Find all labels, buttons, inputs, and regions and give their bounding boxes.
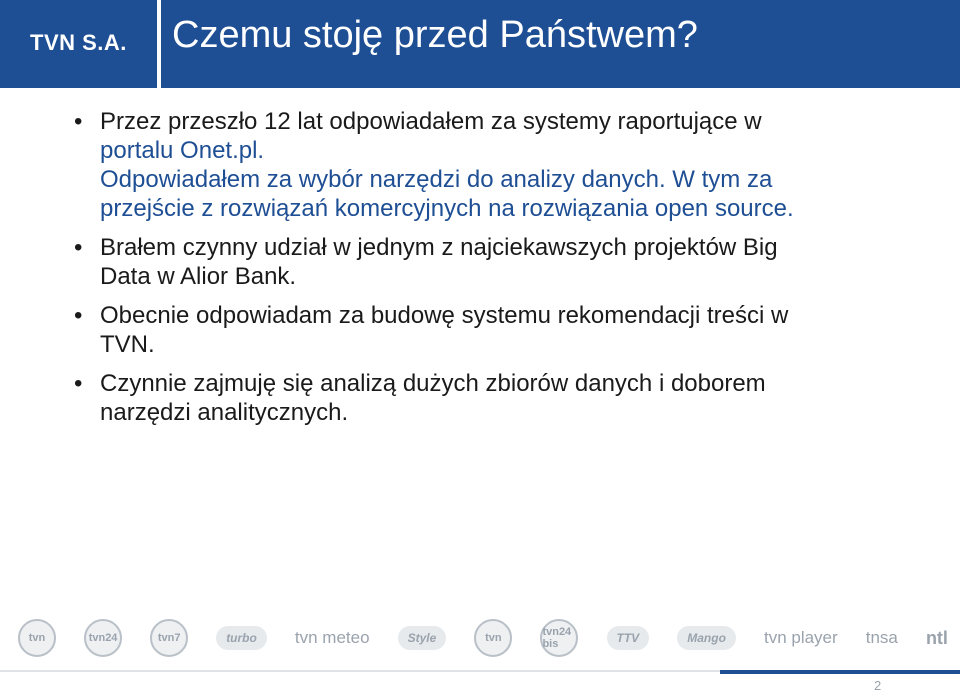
bullet-item <box>74 233 894 291</box>
tvn7-logo: tvn7 <box>150 619 188 657</box>
bullet-line: narzędzi analitycznych. <box>100 399 349 426</box>
bullet-line: TVN. <box>100 331 155 358</box>
bullet-list <box>74 107 894 437</box>
bullet-line: przejście z rozwiązań komercyjnych na rozwiązania open source. <box>100 195 794 222</box>
bullet-line: • Przez przeszło 12 lat odpowiadałem za systemy raportujące w <box>100 108 762 135</box>
footer-line <box>0 670 960 698</box>
mango-logo: Mango <box>677 626 736 650</box>
bullet-item <box>74 107 894 223</box>
tvn-style-logo: Style <box>398 626 447 650</box>
bullet-line: • Czynnie zajmuję się analizą dużych zbiorów danych i doborem <box>100 370 766 397</box>
tvn-logo: tvn <box>18 619 56 657</box>
bullet-line: Odpowiadałem za wybór narzędzi do analizy danych. W tym za <box>100 166 773 193</box>
ttv-logo: TTV <box>607 626 650 650</box>
bullet-line: portalu Onet.pl. <box>100 137 265 164</box>
brand-logo-text: TVN S.A. <box>30 30 127 55</box>
tvn-meteo-logo: tvn meteo <box>294 628 370 647</box>
tvn24-biznes-logo: tvn24 bis <box>540 619 578 657</box>
tvn24-logo: tvn24 <box>84 619 122 657</box>
bullet-line: Data w Alior Bank. <box>100 263 297 290</box>
bullet-item <box>74 369 894 427</box>
tnsa-logo: tnsa <box>865 628 898 647</box>
tvn-player-logo: tvn player <box>763 628 838 647</box>
tvn-turbo-logo: turbo <box>216 626 267 650</box>
header-divider <box>157 0 161 88</box>
slide-title: Czemu stoję przed Państwem? <box>172 14 698 56</box>
bullet-line: • Obecnie odpowiadam za budowę systemu rekomendacji treści w <box>100 302 789 329</box>
footer-accent-bar <box>720 670 960 674</box>
brand-block <box>0 0 155 88</box>
bullet-item <box>74 301 894 359</box>
tvn-cee-logo: tvn <box>474 619 512 657</box>
header-bar <box>0 0 960 88</box>
channel-logos <box>18 614 948 662</box>
bullet-line: • Brałem czynny udział w jednym z najciekawszych projektów Big <box>100 234 778 261</box>
ntl-logo: ntl <box>925 627 948 648</box>
page-number: 2 <box>874 678 882 693</box>
